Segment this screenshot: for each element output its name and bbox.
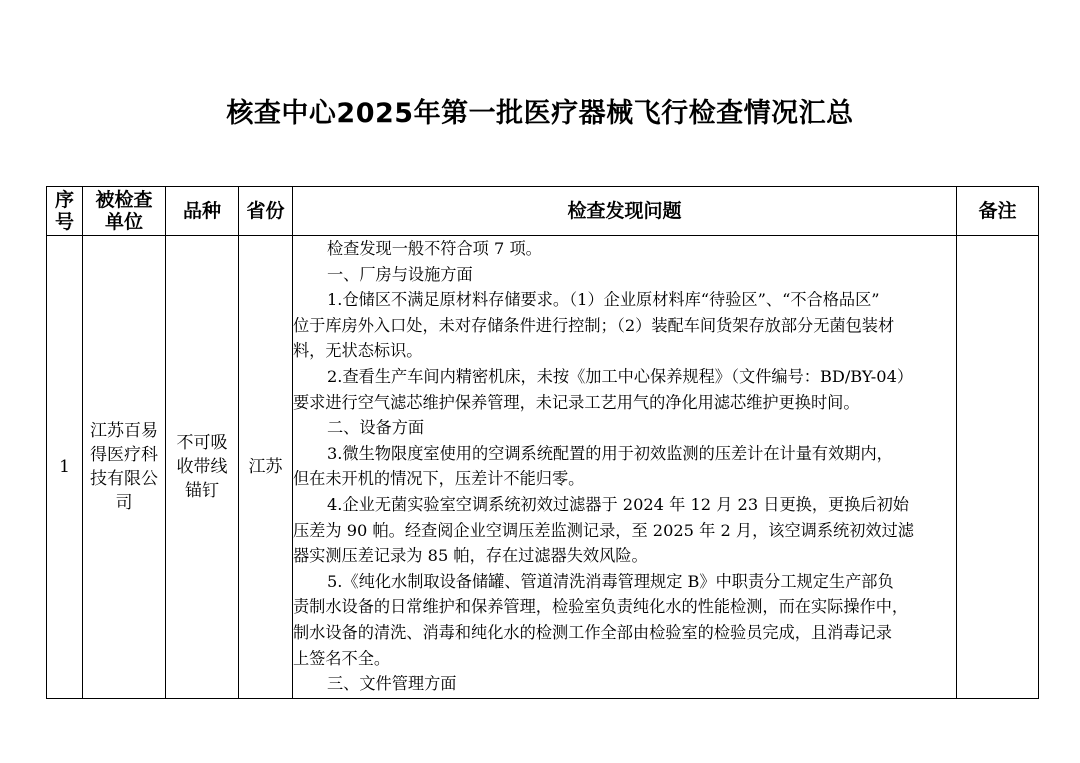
findings-line: 检查发现一般不符合项 7 项。 bbox=[327, 239, 542, 258]
findings-line: 责制水设备的日常维护和保养管理，检验室负责纯化水的性能检测，而在实际操作中， bbox=[293, 597, 909, 617]
findings-line: 压差为 90 帕。经查阅企业空调压差监测记录，至 2025 年 2 月，该空调系统初效过滤 bbox=[293, 520, 914, 540]
row-product: 不可吸收带线锚钉 bbox=[166, 236, 239, 699]
row-findings bbox=[293, 236, 957, 699]
page-title: 核查中心2025年第一批医疗器械飞行检查情况汇总 bbox=[226, 98, 854, 129]
findings-line: 制水设备的清洗、消毒和纯化水的检测工作全部由检验室的检验员完成，且消毒记录 bbox=[293, 622, 892, 642]
findings-line: 料，无状态标识。 bbox=[293, 341, 423, 361]
findings-line: 器实测压差记录为 85 帕，存在过滤器失效风险。 bbox=[293, 546, 648, 566]
findings-line: 但在未开机的情况下，压差计不能归零。 bbox=[293, 469, 585, 489]
inspection-summary-table bbox=[46, 186, 1039, 699]
row-unit: 江苏百易得医疗科技有限公司 bbox=[83, 236, 166, 699]
row-seq: 1 bbox=[47, 236, 83, 699]
table-row bbox=[47, 236, 1039, 699]
header-remarks: 备注 bbox=[957, 187, 1039, 236]
header-province: 省份 bbox=[239, 187, 293, 236]
findings-line: 上签名不全。 bbox=[293, 648, 391, 668]
findings-section-heading: 三、文件管理方面 bbox=[327, 674, 457, 694]
table-header-row bbox=[47, 187, 1039, 236]
header-product: 品种 bbox=[166, 187, 239, 236]
findings-line: 要求进行空气滤芯维护保养管理，未记录工艺用气的净化用滤芯维护更换时间。 bbox=[293, 392, 860, 412]
findings-section-heading: 一、厂房与设施方面 bbox=[327, 264, 473, 284]
header-findings: 检查发现问题 bbox=[293, 187, 957, 236]
findings-line: 2.查看生产车间内精密机床，未按《加工中心保养规程》（文件编号：BD/BY-04） bbox=[327, 366, 914, 386]
row-province: 江苏 bbox=[239, 236, 293, 699]
findings-line: 位于库房外入口处，未对存储条件进行控制；（2）装配车间货架存放部分无菌包装材 bbox=[293, 315, 895, 335]
findings-line: 3.微生物限度室使用的空调系统配置的用于初效监测的压差计在计量有效期内， bbox=[327, 443, 893, 463]
row-remarks bbox=[957, 236, 1039, 699]
findings-line: 5.《纯化水制取设备储罐、管道清洗消毒管理规定 B》中职责分工规定生产部负 bbox=[327, 571, 894, 591]
header-unit: 被检查单位 bbox=[83, 187, 166, 236]
header-seq: 序号 bbox=[47, 187, 83, 236]
findings-line: 1.仓储区不满足原材料存储要求。（1）企业原材料库“待验区”、“不合格品区” bbox=[327, 290, 880, 310]
findings-line: 4.企业无菌实验室空调系统初效过滤器于 2024 年 12 月 23 日更换，更换后初始 bbox=[327, 494, 909, 514]
findings-section-heading: 二、设备方面 bbox=[327, 418, 425, 438]
